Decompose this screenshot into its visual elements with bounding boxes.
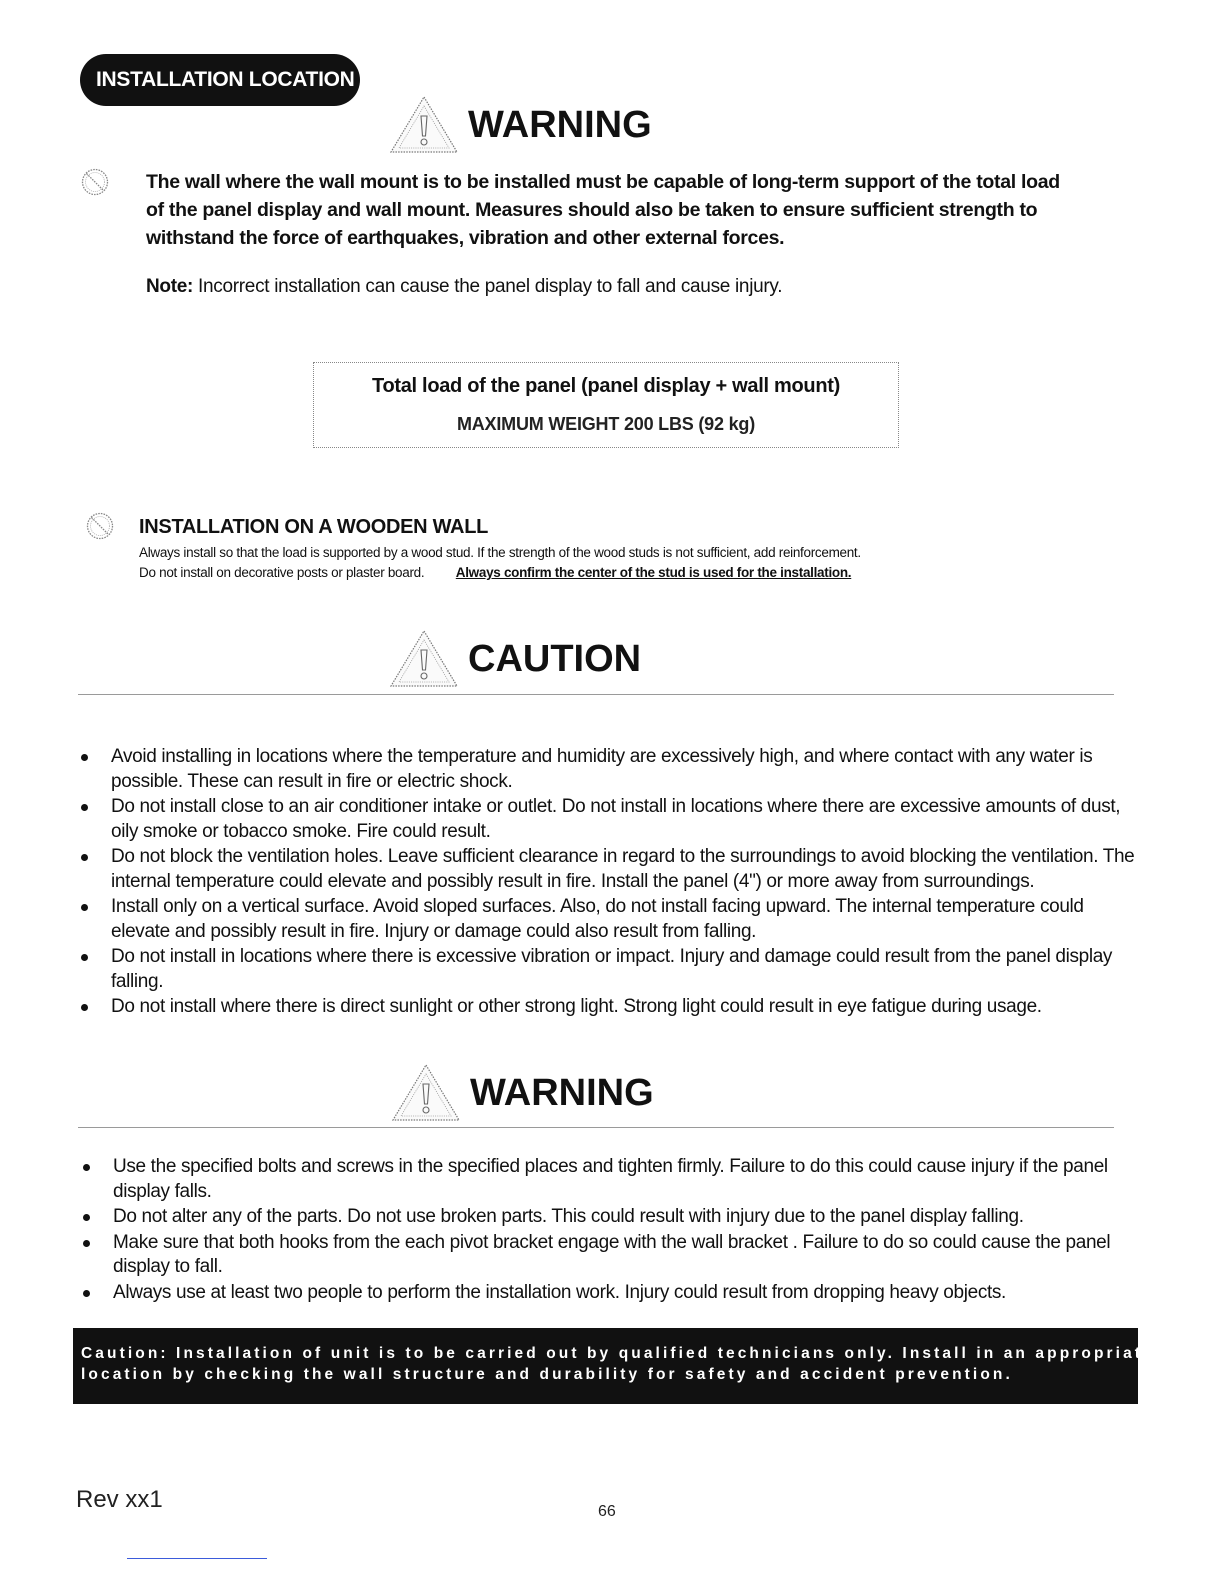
prohibition-icon (80, 167, 110, 197)
wooden-wall-line1: Always install so that the load is supported by a wood stud. If the strength of the wood studs is not sufficient, add reinforcement. (139, 545, 861, 560)
footer-link-line (127, 1558, 267, 1559)
warning-item: Always use at least two people to perform the installation work. Injury could result from dropping heavy objects. (81, 1281, 1141, 1306)
wooden-wall-line2-text: Do not install on decorative posts or plaster board. (139, 565, 425, 580)
caution-item: Do not block the ventilation holes. Leave sufficient clearance in regard to the surroundings to avoid blocking the ventilation. The internal temperature could elevate and possibly result in fire. Install the panel (4") or more away from surroundings. (79, 845, 1139, 894)
warning-paragraph: The wall where the wall mount is to be installed must be capable of long-term support of the total load of the panel display and wall mount. Measures should also be taken to ensure sufficient strength to withstand the force of earthquakes, vibration and other external forces. (146, 171, 1060, 249)
warning-header-top (388, 94, 652, 156)
caution-divider (78, 694, 1114, 695)
load-box (313, 362, 899, 448)
load-box-max-weight: MAXIMUM WEIGHT 200 LBS (92 kg) (456, 414, 756, 434)
load-box-title: Total load of the panel (panel display + wall mount) (372, 375, 840, 397)
warning-heading-bottom: WARNING (470, 1071, 654, 1114)
caution-header (388, 628, 641, 690)
section-title: INSTALLATION LOCATION (96, 68, 355, 91)
page-number: 66 (598, 1503, 616, 1520)
section-title-pill (80, 54, 360, 106)
banner-line1: Caution: Installation of unit is to be carried out by qualified technicians only. Install in an appropriate (81, 1345, 1155, 1362)
wooden-wall-heading: INSTALLATION ON A WOODEN WALL (139, 516, 489, 538)
warning-item: Use the specified bolts and screws in the specified places and tighten firmly. Failure to do this could cause injury if the panel display falls. (81, 1155, 1141, 1204)
prohibition-icon (85, 511, 115, 541)
note (146, 276, 782, 298)
warning-item: Make sure that both hooks from the each pivot bracket engage with the wall bracket . Failure to do so could cause the panel display to fall. (81, 1231, 1141, 1280)
revision-label: Rev xx1 (76, 1486, 163, 1513)
warning-triangle-icon (390, 1062, 462, 1124)
wooden-wall-body (139, 543, 1079, 583)
caution-item: Avoid installing in locations where the temperature and humidity are excessively high, and where contact with any water is possible. These can result in fire or electric shock. (79, 745, 1139, 794)
note-text: Incorrect installation can cause the panel display to fall and cause injury. (193, 276, 783, 297)
warning-triangle-icon (388, 628, 460, 690)
caution-item: Install only on a vertical surface. Avoid sloped surfaces. Also, do not install facing upward. The internal temperature could elevate and possibly result in fire. Injury or damage could also result from falling. (79, 895, 1139, 944)
warning-header-bottom (390, 1062, 654, 1124)
warning-divider (78, 1127, 1114, 1128)
caution-item: Do not install where there is direct sunlight or other strong light. Strong light could result in eye fatigue during usage. (79, 995, 1139, 1020)
caution-list (79, 745, 1139, 1021)
banner-line2: location by checking the wall structure and durability for safety and accident prevention. (81, 1366, 1013, 1383)
qualified-technician-banner (73, 1328, 1155, 1404)
caution-item: Do not install close to an air conditioner intake or outlet. Do not install in locations where there are excessive amounts of dust, oily smoke or tobacco smoke. Fire could result. (79, 795, 1139, 844)
warning-triangle-icon (388, 94, 460, 156)
caution-heading: CAUTION (468, 637, 642, 680)
note-label: Note: (146, 276, 194, 297)
warning-heading-top: WARNING (468, 103, 652, 146)
stud-center-emphasis: Always confirm the center of the stud is used for the installation. (455, 565, 852, 580)
wooden-wall-line2 (139, 563, 1079, 583)
warning-list (81, 1155, 1141, 1306)
caution-item: Do not install in locations where there is excessive vibration or impact. Injury and damage could result from the panel display falling. (79, 945, 1139, 994)
warning-item: Do not alter any of the parts. Do not use broken parts. This could result with injury due to the panel display falling. (81, 1205, 1141, 1230)
